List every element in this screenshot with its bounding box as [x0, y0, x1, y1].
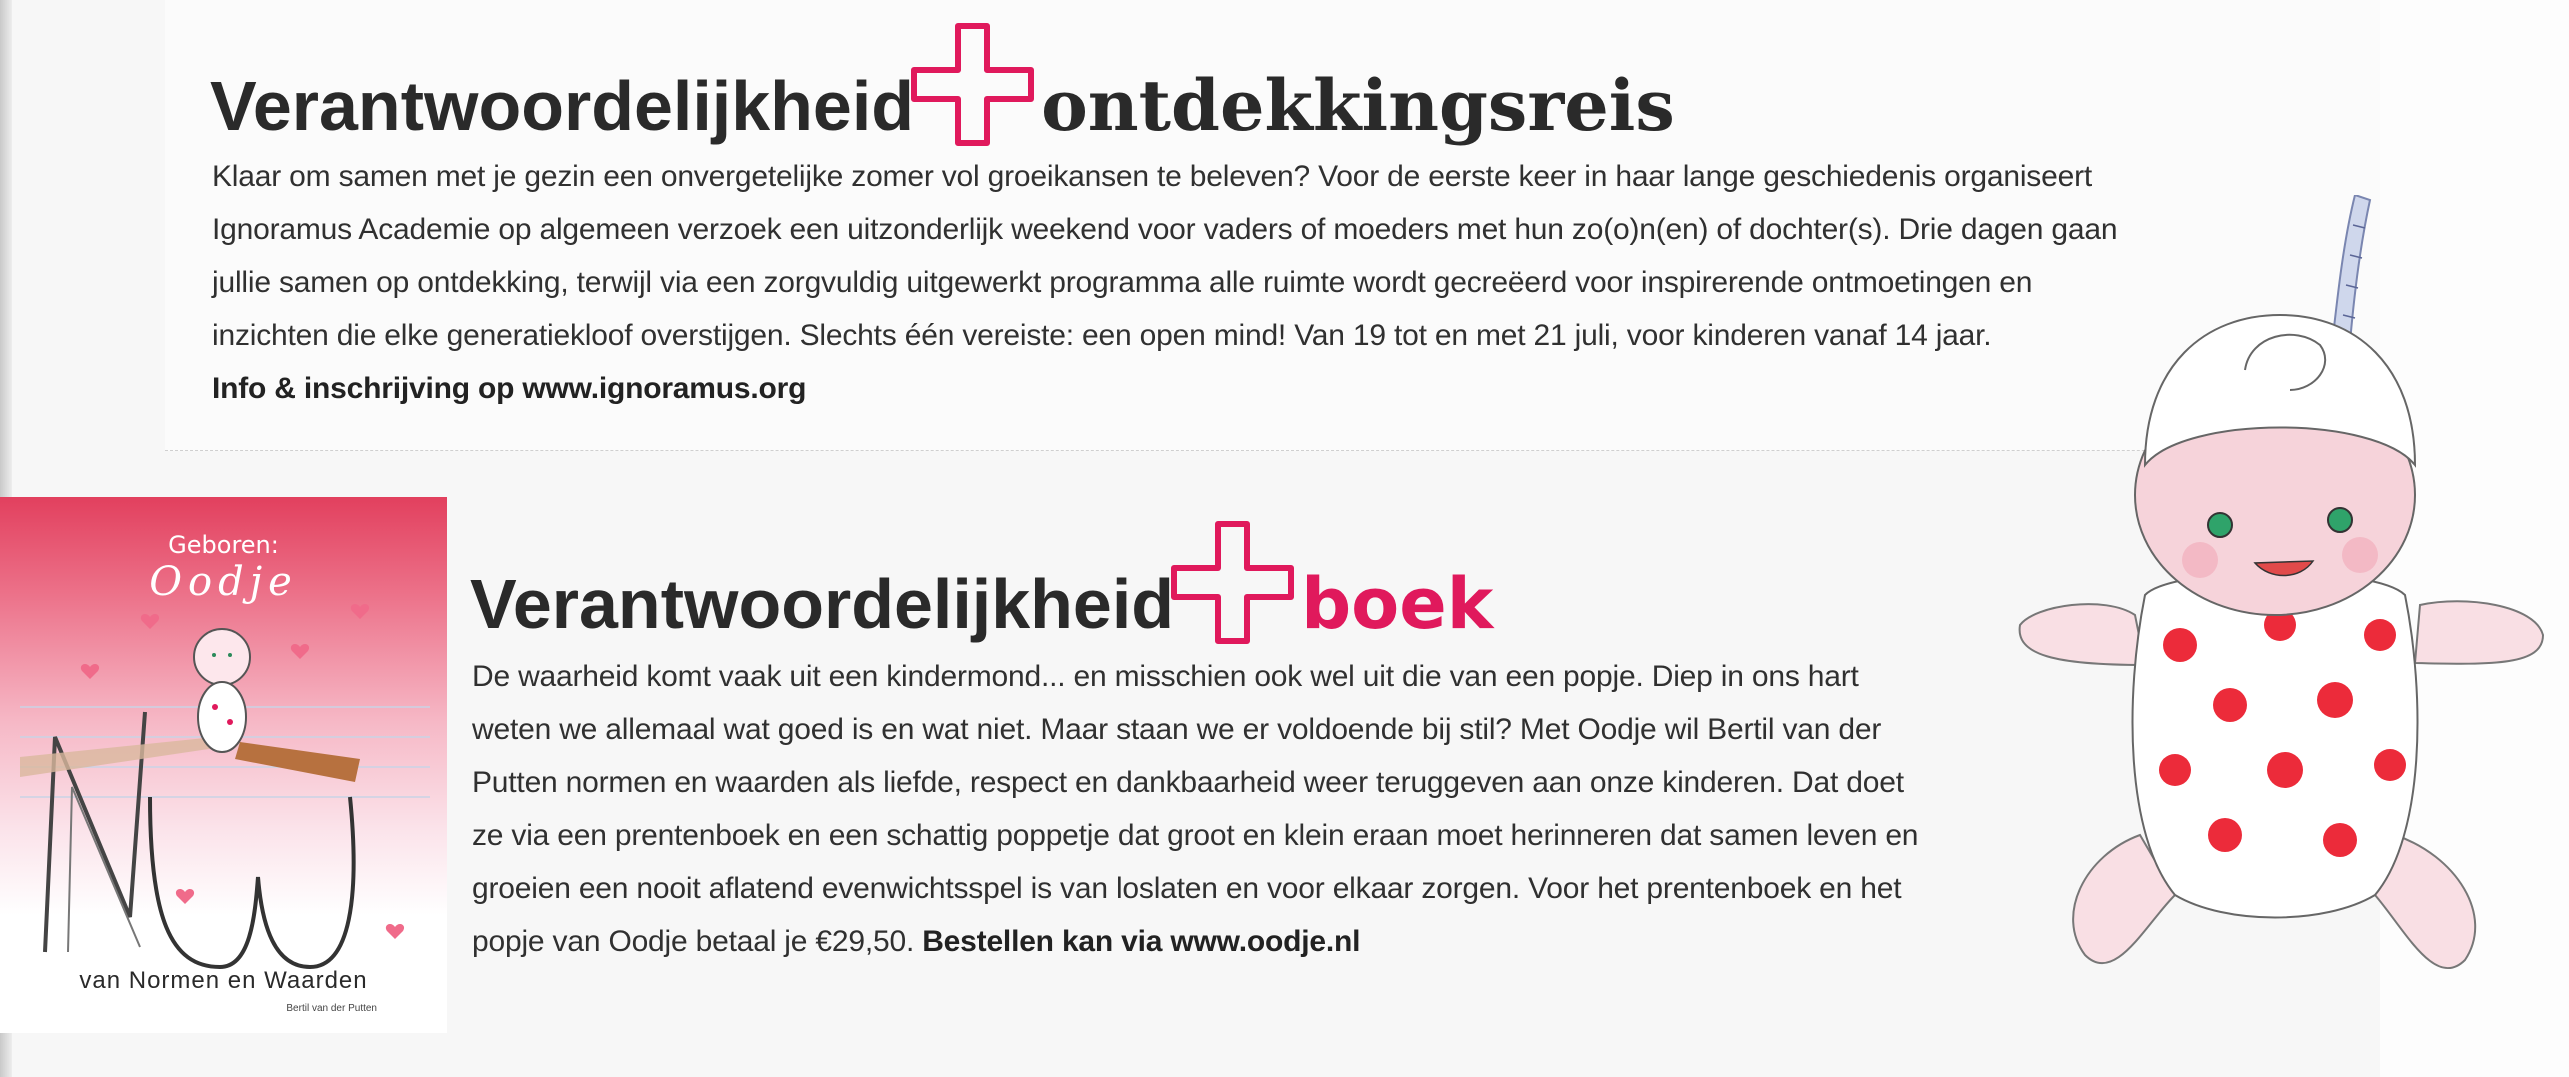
plus-icon — [910, 22, 1035, 147]
section2-line: groeien een nooit aflatend evenwichtsspel is van loslaten en voor elkaar zorgen. Voor het prentenboek en het — [472, 872, 1902, 905]
section1-heading-left: Verantwoordelijkheid — [210, 67, 915, 145]
section1-line: Ignoramus Academie op algemeen verzoek een uitzonderlijk weekend voor vaders of moeders met hun zo(o)n(en) of dochter(s). Drie dagen gaan — [212, 213, 2118, 246]
section2-line: Putten normen en waarden als liefde, respect en dankbaarheid weer teruggeven aan onze kinderen. Dat doet — [472, 766, 1904, 799]
section2-line: ze via een prentenboek en een schattig poppetje dat groot en klein eraan moet herinneren dat samen leven en — [472, 819, 1919, 852]
section2-order-link: Bestellen kan via www.oodje.nl — [922, 925, 1361, 958]
section1-heading-right: ontdekkingsreis — [1041, 64, 1675, 147]
section2-heading — [470, 520, 1493, 645]
book-author: Bertil van der Putten — [286, 1003, 377, 1014]
plus-icon — [1170, 520, 1295, 645]
section2-heading-right: boek — [1301, 563, 1494, 645]
section2-price-text: popje van Oodje betaal je €29,50. — [472, 925, 923, 958]
section1-info: Info & inschrijving op www.ignoramus.org — [212, 372, 807, 405]
polka-dot-doll-illustration — [1995, 195, 2555, 1015]
section2-last-line — [472, 915, 2062, 968]
book-label-top: Geboren: — [168, 531, 279, 559]
section1-line: Klaar om samen met je gezin een onvergetelijke zomer vol groeikansen te beleven? Voor de eerste keer in haar lange geschiedenis organiseert — [212, 160, 2092, 193]
section1-heading — [210, 22, 1675, 147]
book-cover — [0, 497, 447, 1033]
book-subtitle: van Normen en Waarden — [79, 967, 368, 994]
section2-body — [472, 650, 2062, 968]
section2-line: weten we allemaal wat goed is en wat niet. Maar staan we er voldoende bij stil? Met Oodje wil Bertil van der — [472, 713, 1882, 746]
section1-line: inzichten die elke generatiekloof overstijgen. Slechts één vereiste: een open mind! Van 19 tot en met 21 juli, voor kinderen vanaf 14 jaar. — [212, 319, 1992, 352]
book-title: Oodje — [149, 559, 298, 605]
section2-line: De waarheid komt vaak uit een kindermond... en misschien ook wel uit die van een popje. Diep in ons hart — [472, 660, 1859, 693]
section1-line: jullie samen op ontdekking, terwijl via een zorgvuldig uitgewerkt programma alle ruimte wordt gecreëerd voor inspirerende ontmoetingen en — [212, 266, 2033, 299]
section2-heading-left: Verantwoordelijkheid — [470, 565, 1175, 643]
